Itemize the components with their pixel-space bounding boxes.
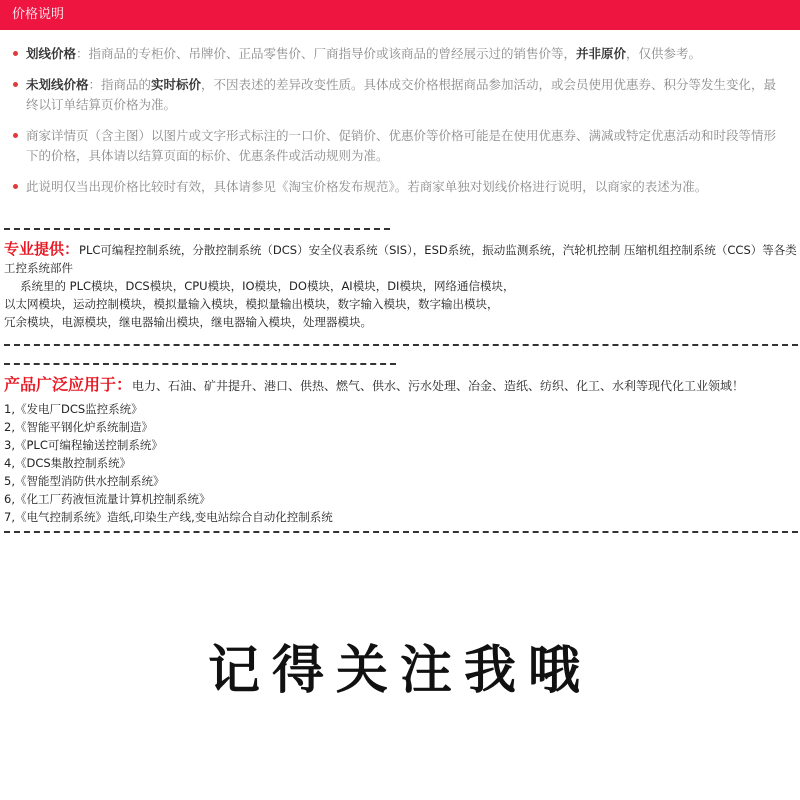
bullet-dot-icon [13, 133, 18, 138]
dashed-divider [4, 363, 396, 365]
supply-line: PLC可编程控制系统，分散控制系统（DCS）安全仪表系统（SIS），ESD系统，振动监测系统，汽轮机控制 压缩机组控制系统（CCS）等各类工控系统部件 [4, 243, 797, 275]
application-item: 2,《智能平钢化炉系统制造》 [4, 420, 153, 434]
price-note-item [12, 75, 788, 115]
bullet-dot-icon [13, 184, 18, 189]
price-note-text: 商家详情页（含主图）以图片或文字形式标注的一口价、促销价、优惠价等价格可能是在使用优惠券、满减或特定优惠活动和时段等情形下的价格，具体请以结算页面的标价、优惠条件或活动规则为准。 [26, 128, 777, 163]
dashed-divider [4, 344, 798, 346]
price-note-text: ，仅供参考。 [626, 46, 702, 61]
bullet-dot-icon [13, 82, 18, 87]
price-note-text: ：指商品的 [88, 77, 152, 92]
supply-title: 专业提供： [4, 240, 80, 258]
applications-intro: 电力、石油、矿井提升、港口、供热、燃气、供水、污水处理、冶金、造纸、纺织、化工、水利等现代化工业领域！ [132, 379, 745, 393]
price-info-header [0, 0, 800, 30]
applications-list [4, 400, 798, 526]
price-note-term: 划线价格 [26, 46, 77, 61]
price-note-term: 未划线价格 [26, 77, 89, 92]
application-item: 5,《智能型消防供水控制系统》 [4, 474, 165, 488]
applications-section [4, 374, 798, 526]
price-note-item [12, 177, 788, 197]
dashed-divider [4, 531, 798, 533]
application-item: 3,《PLC可编程输送控制系统》 [4, 438, 163, 452]
price-note-item [12, 126, 788, 166]
price-note-highlight: 实时标价 [151, 77, 202, 92]
supply-line: 冗余模块，电源模块，继电器输出模块，继电器输入模块，处理器模块。 [4, 315, 372, 329]
price-note-text: 此说明仅当出现价格比较时有效，具体请参见《淘宝价格发布规范》。若商家单独对划线价格进行说明，以商家的表述为准。 [26, 179, 708, 194]
bullet-dot-icon [13, 51, 18, 56]
price-note-highlight: 并非原价 [576, 46, 627, 61]
follow-reminder-text: 记得关注我哦 [207, 641, 592, 701]
price-notes-list [12, 44, 788, 208]
price-note-text: ，不因表述的差异改变性质。具体成交价格根据商品参加活动，或会员使用优惠券、积分等发生变化，最终以订单结算页价格为准。 [26, 77, 777, 112]
price-note-text: ：指商品的专柜价、吊牌价、正品零售价、厂商指导价或该商品的曾经展示过的销售价等， [76, 46, 577, 61]
dashed-divider [4, 228, 390, 230]
applications-title: 产品广泛应用于： [4, 375, 133, 394]
application-item: 7,《电气控制系统》造纸,印染生产线,变电站综合自动化控制系统 [4, 510, 333, 524]
application-item: 6,《化工厂药液恒流量计算机控制系统》 [4, 492, 211, 506]
application-item: 4,《DCS集散控制系统》 [4, 456, 132, 470]
application-item: 1,《发电厂DCS监控系统》 [4, 402, 143, 416]
header-title: 价格说明 [12, 7, 65, 22]
supply-line: 以太网模块，运动控制模块，模拟量输入模块，模拟量输出模块，数字输入模块，数字输出模块， [4, 297, 499, 311]
supply-line: 系统里的 PLC模块，DCS模块，CPU模块，IO模块，DO模块，AI模块，DI模块，网络通信模块， [20, 279, 515, 293]
supply-section [4, 240, 798, 331]
price-note-item [12, 44, 788, 64]
